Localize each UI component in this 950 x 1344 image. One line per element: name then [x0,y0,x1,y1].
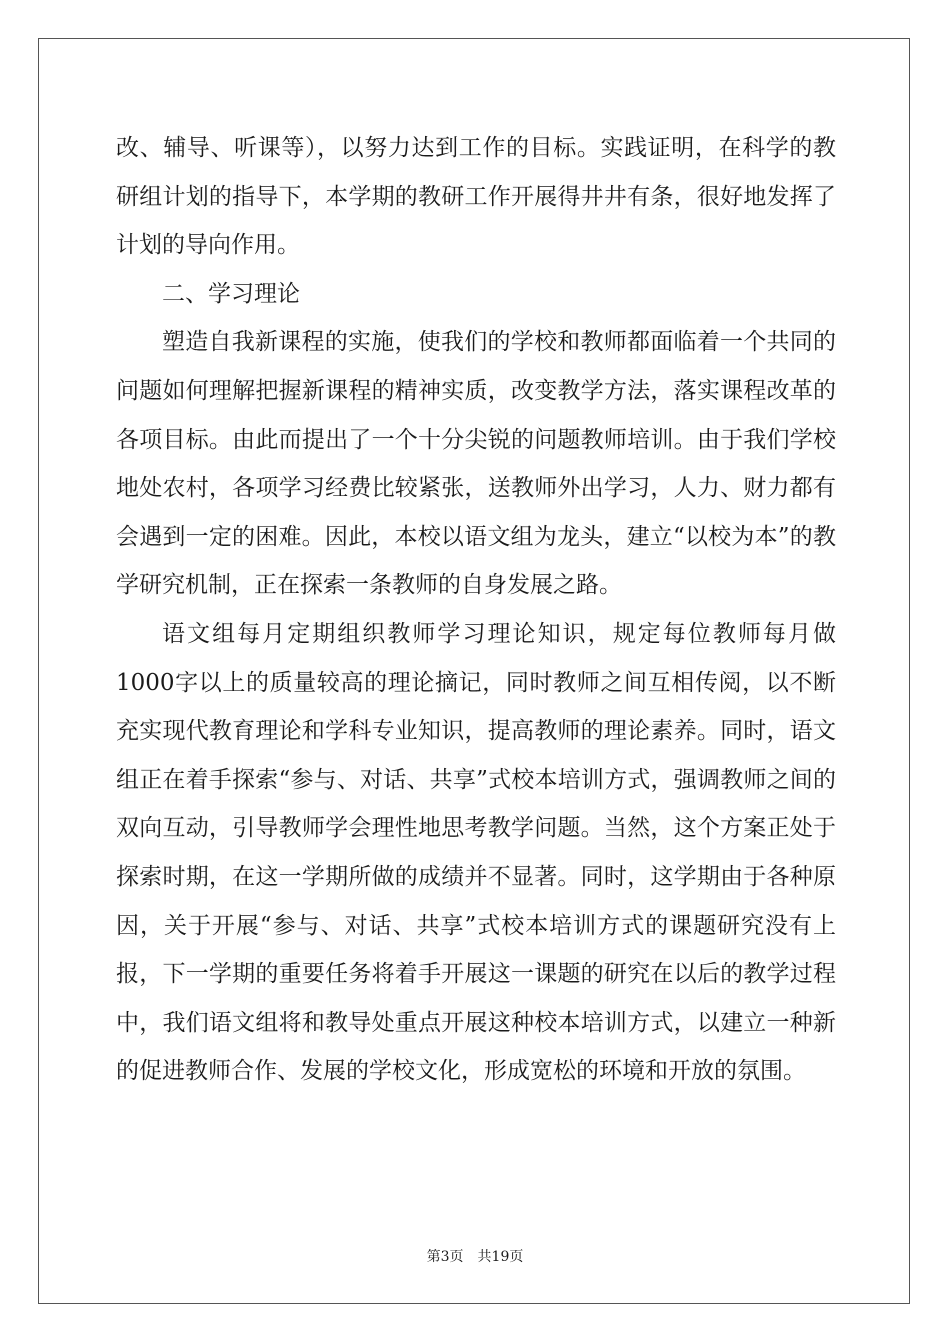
page-number-footer: 第3页 共19页 [426,1249,524,1265]
paragraph-continuation: 改、辅导、听课等），以努力达到工作的目标。实践证明，在科学的教研组计划的指导下，本学期的教研工作开展得井井有条，很好地发挥了计划的导向作用。 [116,135,836,259]
section-heading: 二、学习理论 [162,280,300,307]
paragraph-chinese-group: 语文组每月定期组织教师学习理论知识，规定每位教师每月做1000字以上的质量较高的理论摘记，同时教师之间互相传阅，以不断充实现代教育理论和学科专业知识，提高教师的理论素养。同时，语文组正在着手探索“参与、对话、共享”式校本培训方式，强调教师之间的双向互动，引导教师学会理性地思考教学问题。当然，这个方案正处于探索时期，在这一学期所做的成绩并不显著。同时，这学期由于各种原因，关于开展“参与、对话、共享”式校本培训方式的课题研究没有上报，下一学期的重要任务将着手开展这一课题的研究在以后的教学过程中，我们语文组将和教导处重点开展这种校本培训方式，以建立一种新的促进教师合作、发展的学校文化，形成宽松的环境和开放的氛围。 [116,620,836,1085]
document-body [116,124,836,1096]
paragraph-new-curriculum: 塑造自我新课程的实施，使我们的学校和教师都面临着一个共同的问题如何理解把握新课程的精神实质，改变教学方法，落实课程改革的各项目标。由此而提出了一个十分尖锐的问题教师培训。由于我们学校地处农村，各项学习经费比较紧张，送教师外出学习，人力、财力都有会遇到一定的困难。因此，本校以语文组为龙头，建立“以校为本”的教学研究机制，正在探索一条教师的自身发展之路。 [116,329,836,599]
